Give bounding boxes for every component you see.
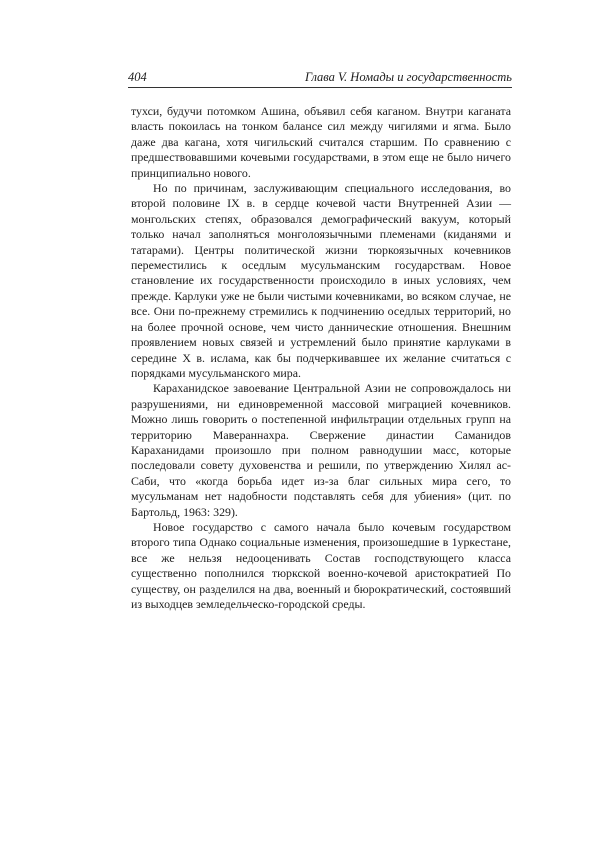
paragraph: Караханидское завоевание Центральной Азии не сопровождалось ни разрушениями, ни единовременной массовой миграцией кочевников. Можно лишь говорить о постепенной инфильтрации отдельных групп на территорию Мавераннахра. Свержение династии Саманидов Караханидами произошло при полном равнодушии масс, которые последовали совету духовенства и решили, по утверждению Хилял ас-Саби, что «когда борьба идет из-за благ сильных мира сего, то мусульманам нет надобности подставлять себя для убиения» (цит. по Бартольд, 1963: 329). <box>131 381 511 519</box>
paragraph-continued: тухси, будучи потомком Ашина, объявил себя каганом. Внутри каганата власть покоилась на тонком балансе сил между чигилями и ягма. Было даже два кагана, хотя чигильский считался старшим. По сравнению с предшествовавшими кочевыми государствами, в этом еще не было ничего принципиально нового. <box>131 104 511 180</box>
running-head <box>128 69 512 85</box>
chapter-title: Глава V. Номады и государственность <box>305 70 512 84</box>
paragraph: Но по причинам, заслуживающим специального исследования, во второй половине IX в. в сердце кочевой части Внутренней Азии — монгольских степях, образовался демографический вакуум, который только начал заполняться монголоязычными племенами (киданями и татарами). Центры политической жизни тюркоязычных кочевников переместились к оседлым мусульманским государствам. Новое становление их государственности происходило в иных условиях, чем прежде. Карлуки уже не были чистыми кочевниками, во всяком случае, не все. Они по-прежнему стремились к подчинению оседлых территорий, но на более прочной основе, чем чисто даннические отношения. Внешним проявлением новых связей и устремлений было принятие карлуками в середине X в. ислама, как бы подчеркивавшее их желание считаться с порядками мусульманского мира. <box>131 181 511 380</box>
paragraph: Новое государство с самого начала было кочевым государством второго типа Однако социальные изменения, произошедшие в 1уркестане, все же нельзя недооценивать Состав господствующего класса существенно пополнился тюркской военно-кочевой аристократией По существу, он разделился на два, военный и бюрократический, состоявший из выходцев земледельческо-городской среды. <box>131 519 511 611</box>
header-rule <box>128 87 512 88</box>
body-text <box>131 104 511 612</box>
page-number: 404 <box>128 70 147 84</box>
